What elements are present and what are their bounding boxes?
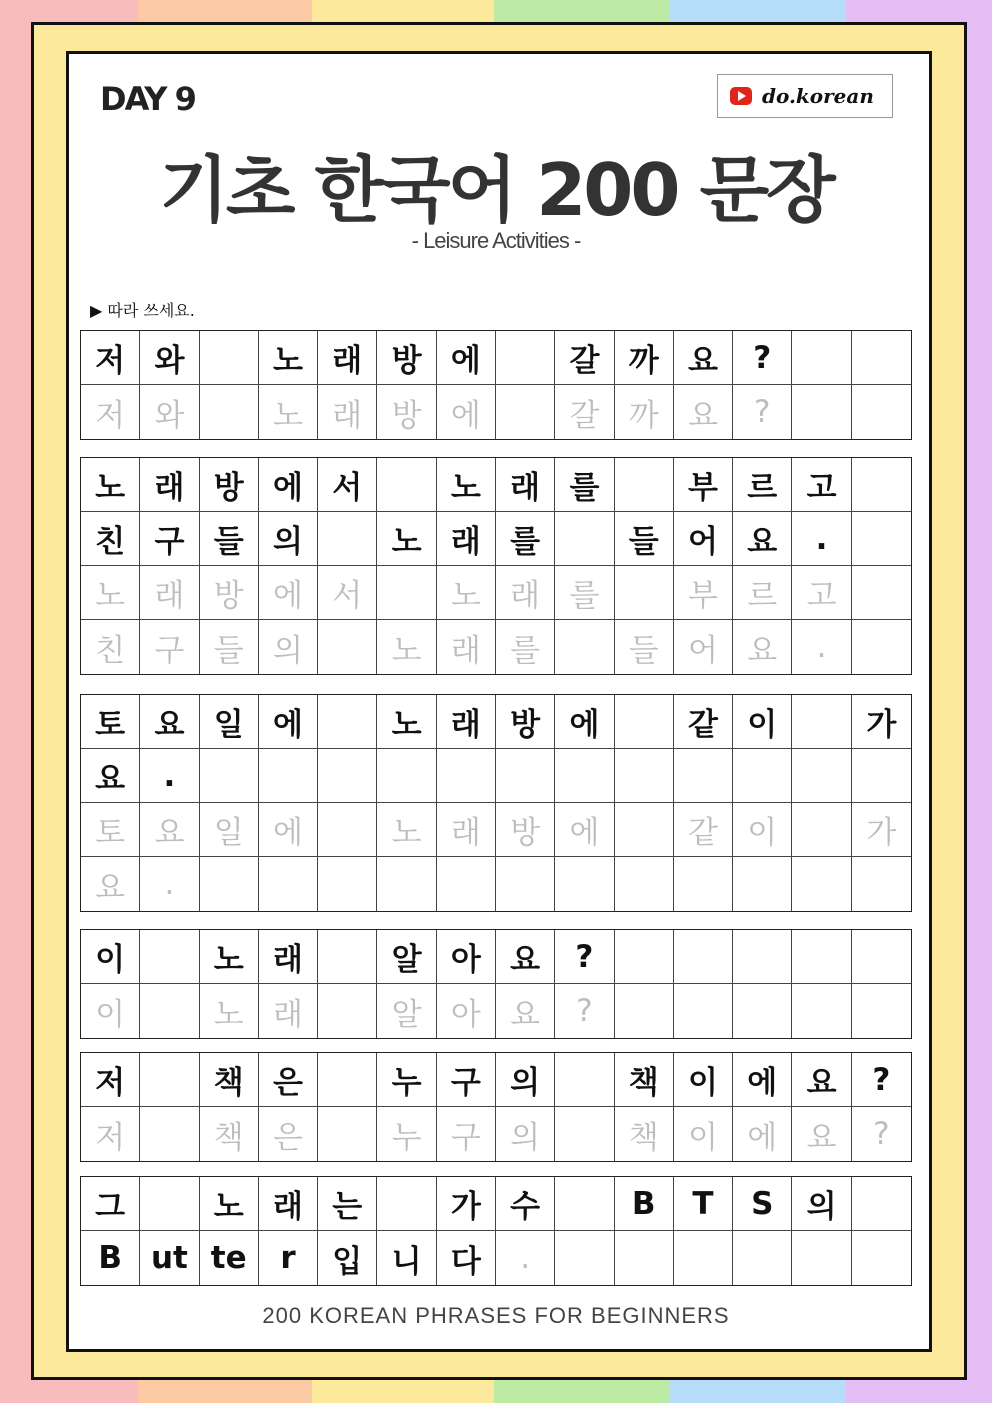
model-cell: 래 <box>437 695 496 749</box>
model-cell: te <box>200 1231 259 1285</box>
model-cell: 래 <box>318 331 377 385</box>
model-cell: 방 <box>200 458 259 512</box>
model-cell: 에 <box>259 458 318 512</box>
footer-text: 200 KOREAN PHRASES FOR BEGINNERS <box>262 1303 730 1328</box>
model-cell: 요 <box>140 695 199 749</box>
model-cell: r <box>259 1231 318 1285</box>
model-cell: 고 <box>792 458 851 512</box>
model-cell: 그 <box>81 1177 140 1231</box>
writing-grid-6 <box>80 1176 912 1286</box>
model-cell: 래 <box>259 1177 318 1231</box>
model-cell: 노 <box>200 1177 259 1231</box>
model-cell <box>852 749 911 803</box>
model-cell: 니 <box>377 1231 436 1285</box>
model-cell <box>733 749 792 803</box>
trace-cell <box>733 857 792 911</box>
brand-badge[interactable] <box>717 74 893 118</box>
model-cell <box>852 512 911 566</box>
trace-cell <box>615 566 674 620</box>
trace-cell: 고 <box>792 566 851 620</box>
model-cell: 에 <box>259 695 318 749</box>
model-cell <box>555 749 614 803</box>
model-cell: 이 <box>81 930 140 984</box>
trace-cell: ? <box>873 1116 890 1152</box>
model-cell: 부 <box>674 458 733 512</box>
trace-cell <box>555 1107 614 1161</box>
model-cell <box>733 930 792 984</box>
trace-cell: 들 <box>615 620 674 674</box>
model-cell <box>555 512 614 566</box>
model-cell <box>792 331 851 385</box>
model-cell <box>140 1053 199 1107</box>
writing-grid-3 <box>80 694 912 912</box>
trace-cell <box>555 620 614 674</box>
trace-cell <box>792 385 851 439</box>
trace-cell: . <box>792 620 851 674</box>
trace-cell: 르 <box>733 566 792 620</box>
model-cell <box>852 331 911 385</box>
trace-cell: 방 <box>377 385 436 439</box>
model-cell: 입 <box>318 1231 377 1285</box>
model-cell <box>318 930 377 984</box>
trace-cell: ? <box>733 385 792 439</box>
youtube-icon <box>730 87 752 105</box>
brand-name: do.korean <box>762 84 874 108</box>
model-cell: 이 <box>674 1053 733 1107</box>
trace-cell: 갈 <box>555 385 614 439</box>
trace-cell <box>852 857 911 911</box>
model-cell: 같 <box>674 695 733 749</box>
trace-cell: 가 <box>852 803 911 857</box>
trace-cell <box>674 857 733 911</box>
model-cell: 아 <box>437 930 496 984</box>
model-cell: 서 <box>318 458 377 512</box>
model-cell: S <box>733 1177 792 1231</box>
trace-cell <box>318 803 377 857</box>
trace-cell <box>852 620 911 674</box>
trace-cell <box>792 803 851 857</box>
model-cell <box>555 1177 614 1231</box>
trace-cell: 토 <box>81 803 140 857</box>
trace-cell: 들 <box>200 620 259 674</box>
trace-cell: 를 <box>555 566 614 620</box>
model-cell: T <box>674 1177 733 1231</box>
trace-cell: 이 <box>733 803 792 857</box>
trace-cell <box>852 566 911 620</box>
model-cell: 친 <box>81 512 140 566</box>
trace-cell: 이 <box>81 984 140 1038</box>
trace-cell <box>259 857 318 911</box>
model-cell: 구 <box>437 1053 496 1107</box>
model-cell: 의 <box>496 1053 555 1107</box>
model-cell: 책 <box>615 1053 674 1107</box>
model-cell <box>674 749 733 803</box>
writing-grid-2 <box>80 457 912 675</box>
model-cell: 토 <box>81 695 140 749</box>
model-cell <box>674 930 733 984</box>
model-cell: 노 <box>377 512 436 566</box>
model-cell: 어 <box>674 512 733 566</box>
trace-cell: 를 <box>496 620 555 674</box>
model-cell: 노 <box>81 458 140 512</box>
model-cell <box>852 1231 911 1285</box>
model-cell <box>318 512 377 566</box>
model-cell <box>496 749 555 803</box>
trace-cell: 에 <box>259 803 318 857</box>
trace-cell: 노 <box>377 620 436 674</box>
trace-cell: 래 <box>259 984 318 1038</box>
model-cell: ? <box>733 331 792 385</box>
model-cell <box>852 1177 911 1231</box>
trace-cell <box>377 857 436 911</box>
trace-cell: 의 <box>259 620 318 674</box>
model-cell: 와 <box>140 331 199 385</box>
model-cell: 저 <box>81 331 140 385</box>
trace-cell: 와 <box>140 385 199 439</box>
trace-cell: 래 <box>318 385 377 439</box>
model-cell <box>140 1177 199 1231</box>
trace-cell <box>674 984 733 1038</box>
trace-cell: 노 <box>377 803 436 857</box>
model-cell: 노 <box>259 331 318 385</box>
trace-cell <box>318 620 377 674</box>
model-cell <box>496 331 555 385</box>
trace-cell <box>615 803 674 857</box>
trace-cell <box>792 984 851 1038</box>
model-cell <box>200 749 259 803</box>
trace-cell: 누 <box>377 1107 436 1161</box>
model-cell: 구 <box>140 512 199 566</box>
model-cell: 래 <box>437 512 496 566</box>
model-cell <box>615 695 674 749</box>
model-cell: 래 <box>496 458 555 512</box>
trace-cell: 노 <box>437 566 496 620</box>
trace-cell: 노 <box>81 566 140 620</box>
trace-cell: 노 <box>259 385 318 439</box>
trace-cell: 은 <box>259 1107 318 1161</box>
trace-cell <box>496 385 555 439</box>
model-cell: 에 <box>733 1053 792 1107</box>
model-cell <box>615 1231 674 1285</box>
model-cell: 들 <box>615 512 674 566</box>
trace-cell <box>615 857 674 911</box>
model-cell: 요 <box>733 512 792 566</box>
model-cell: 에 <box>437 331 496 385</box>
model-cell <box>733 1231 792 1285</box>
model-cell: 노 <box>437 458 496 512</box>
trace-cell: 부 <box>674 566 733 620</box>
trace-cell: 친 <box>81 620 140 674</box>
model-cell: 까 <box>615 331 674 385</box>
model-cell: 에 <box>555 695 614 749</box>
trace-cell <box>615 984 674 1038</box>
model-cell: 방 <box>496 695 555 749</box>
model-cell: . <box>792 512 851 566</box>
writing-grid-1 <box>80 330 912 440</box>
trace-cell: 아 <box>437 984 496 1038</box>
trace-cell: 저 <box>81 1107 140 1161</box>
trace-cell: 어 <box>674 620 733 674</box>
trace-cell <box>318 1107 377 1161</box>
trace-cell <box>140 1107 199 1161</box>
page-subtitle: - Leisure Activities - <box>411 228 581 253</box>
model-cell <box>377 1177 436 1231</box>
trace-cell: 래 <box>437 803 496 857</box>
writing-grid-5 <box>80 1052 912 1162</box>
trace-cell: 방 <box>496 803 555 857</box>
model-cell <box>615 930 674 984</box>
model-cell <box>555 1053 614 1107</box>
model-cell: 노 <box>377 695 436 749</box>
model-cell <box>555 1231 614 1285</box>
model-cell <box>674 1231 733 1285</box>
trace-cell <box>318 984 377 1038</box>
trace-cell: 요 <box>792 1107 851 1161</box>
model-cell: 수 <box>496 1177 555 1231</box>
trace-cell: 요 <box>140 803 199 857</box>
trace-cell: 저 <box>81 385 140 439</box>
model-cell <box>377 458 436 512</box>
model-cell <box>792 695 851 749</box>
model-cell <box>852 930 911 984</box>
model-cell: 래 <box>259 930 318 984</box>
model-cell: 가 <box>852 695 911 749</box>
page-title: 기초 한국어 200 문장 <box>159 148 833 232</box>
trace-cell: ? <box>555 984 614 1038</box>
trace-cell: 에 <box>733 1107 792 1161</box>
trace-cell: 에 <box>437 385 496 439</box>
model-cell <box>792 1231 851 1285</box>
model-cell: 의 <box>259 512 318 566</box>
trace-cell: . <box>496 1231 555 1285</box>
trace-cell: 알 <box>377 984 436 1038</box>
model-cell: 일 <box>200 695 259 749</box>
trace-cell: 에 <box>555 803 614 857</box>
trace-cell <box>437 857 496 911</box>
trace-cell: 서 <box>318 566 377 620</box>
model-cell: 를 <box>555 458 614 512</box>
model-cell: 책 <box>200 1053 259 1107</box>
writing-grid-4 <box>80 929 912 1039</box>
model-cell: 은 <box>259 1053 318 1107</box>
model-cell: 가 <box>437 1177 496 1231</box>
trace-cell: 래 <box>140 566 199 620</box>
model-cell: B <box>81 1231 140 1285</box>
model-cell <box>792 749 851 803</box>
model-cell: 래 <box>140 458 199 512</box>
trace-cell <box>496 857 555 911</box>
trace-cell: 요 <box>674 385 733 439</box>
trace-cell: 요 <box>496 984 555 1038</box>
trace-cell: 방 <box>200 566 259 620</box>
trace-cell: 이 <box>674 1107 733 1161</box>
model-cell: 노 <box>200 930 259 984</box>
model-cell <box>377 749 436 803</box>
model-cell: 는 <box>318 1177 377 1231</box>
trace-cell <box>852 385 911 439</box>
model-cell: ? <box>852 1053 911 1107</box>
trace-cell <box>555 857 614 911</box>
trace-cell: 구 <box>140 620 199 674</box>
model-cell: 요 <box>81 749 140 803</box>
model-cell <box>852 458 911 512</box>
model-cell: 저 <box>81 1053 140 1107</box>
trace-cell: 래 <box>496 566 555 620</box>
model-cell: 들 <box>200 512 259 566</box>
model-cell: B <box>615 1177 674 1231</box>
trace-cell <box>318 857 377 911</box>
trace-cell <box>792 857 851 911</box>
model-cell: 의 <box>792 1177 851 1231</box>
model-cell <box>615 749 674 803</box>
trace-cell: 노 <box>200 984 259 1038</box>
trace-cell: 까 <box>615 385 674 439</box>
trace-cell: 요 <box>733 620 792 674</box>
model-cell: . <box>140 749 199 803</box>
model-cell: 다 <box>437 1231 496 1285</box>
trace-cell: 구 <box>437 1107 496 1161</box>
model-cell <box>437 749 496 803</box>
model-cell: 이 <box>733 695 792 749</box>
model-cell <box>318 1053 377 1107</box>
model-cell: 요 <box>792 1053 851 1107</box>
trace-cell: 래 <box>437 620 496 674</box>
model-cell <box>140 930 199 984</box>
trace-cell: 책 <box>200 1107 259 1161</box>
trace-cell <box>140 984 199 1038</box>
model-cell: 요 <box>674 331 733 385</box>
model-cell: ut <box>140 1231 199 1285</box>
model-cell <box>792 930 851 984</box>
trace-cell: 요 <box>81 857 140 911</box>
model-cell: 방 <box>377 331 436 385</box>
trace-cell: 같 <box>674 803 733 857</box>
trace-cell <box>200 857 259 911</box>
trace-cell: 책 <box>615 1107 674 1161</box>
trace-cell: 의 <box>496 1107 555 1161</box>
model-cell: 를 <box>496 512 555 566</box>
trace-cell <box>200 385 259 439</box>
model-cell <box>318 695 377 749</box>
trace-cell <box>733 984 792 1038</box>
trace-cell: 일 <box>200 803 259 857</box>
model-cell <box>615 458 674 512</box>
model-cell: 갈 <box>555 331 614 385</box>
trace-cell: 에 <box>259 566 318 620</box>
model-cell: 알 <box>377 930 436 984</box>
model-cell <box>318 749 377 803</box>
trace-cell <box>377 566 436 620</box>
model-cell: 요 <box>496 930 555 984</box>
day-label: DAY 9 <box>100 80 195 118</box>
model-cell <box>259 749 318 803</box>
model-cell: 르 <box>733 458 792 512</box>
trace-cell: . <box>140 857 199 911</box>
model-cell: 누 <box>377 1053 436 1107</box>
model-cell: ? <box>555 930 614 984</box>
model-cell <box>200 331 259 385</box>
trace-cell <box>852 984 911 1038</box>
instruction: ▶ 따라 쓰세요. <box>90 301 195 320</box>
